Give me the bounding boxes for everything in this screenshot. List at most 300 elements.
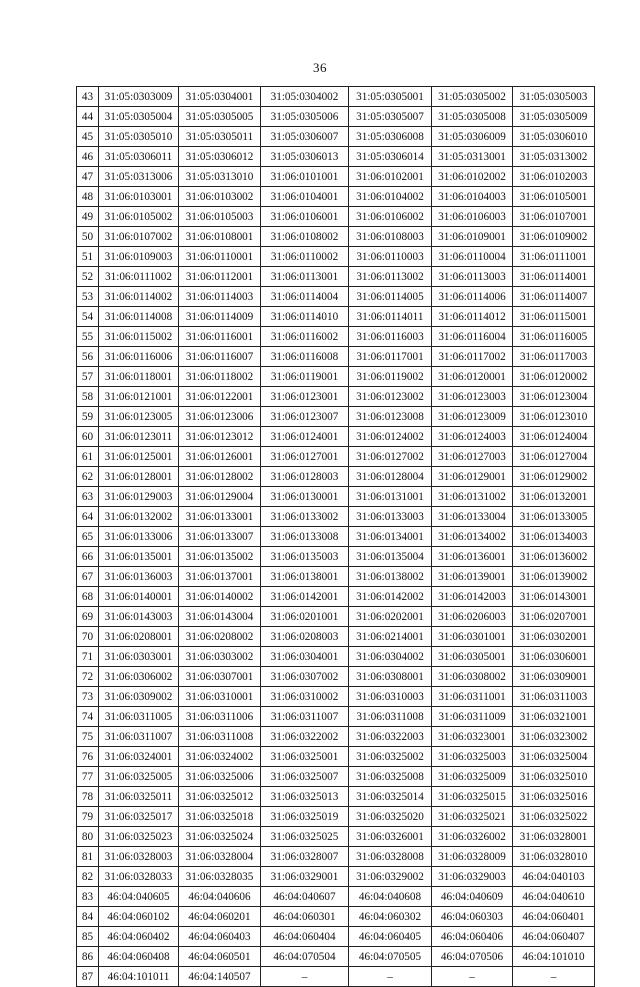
cadastral-number-cell: 31:06:0123007: [261, 407, 349, 427]
cadastral-number-cell: 31:06:0116001: [179, 327, 261, 347]
cadastral-number-cell: 31:05:0306009: [432, 127, 513, 147]
table-row: [77, 927, 595, 947]
cadastral-number-cell: 31:06:0128002: [179, 467, 261, 487]
cadastral-number-cell: 31:05:0305003: [513, 87, 595, 107]
table-row: [77, 807, 595, 827]
table-row: [77, 247, 595, 267]
cadastral-number-cell: 31:06:0324002: [179, 747, 261, 767]
cadastral-number-cell: 46:04:040609: [432, 887, 513, 907]
cadastral-number-cell: 31:06:0101001: [261, 167, 349, 187]
cadastral-number-cell: 31:06:0129001: [432, 467, 513, 487]
cadastral-number-cell: 31:06:0311005: [99, 707, 179, 727]
table-row: [77, 527, 595, 547]
cadastral-number-cell: 31:06:0123004: [513, 387, 595, 407]
row-number-cell: 49: [77, 207, 99, 227]
table-row: [77, 567, 595, 587]
table-row: [77, 727, 595, 747]
cadastral-number-cell: 31:06:0208001: [99, 627, 179, 647]
cadastral-number-cell: 46:04:040610: [513, 887, 595, 907]
row-number-cell: 65: [77, 527, 99, 547]
cadastral-number-cell: 31:06:0104003: [432, 187, 513, 207]
cadastral-number-cell: 31:06:0133004: [432, 507, 513, 527]
row-number-cell: 59: [77, 407, 99, 427]
cadastral-number-cell: 31:06:0130001: [261, 487, 349, 507]
cadastral-number-cell: 31:06:0121001: [99, 387, 179, 407]
cadastral-number-cell: 31:06:0303001: [99, 647, 179, 667]
cadastral-number-cell: 31:06:0116002: [261, 327, 349, 347]
cadastral-number-cell: 31:06:0128001: [99, 467, 179, 487]
cadastral-number-cell: 31:06:0114002: [99, 287, 179, 307]
row-number-cell: 47: [77, 167, 99, 187]
row-number-cell: 70: [77, 627, 99, 647]
table-row: [77, 207, 595, 227]
table-row: [77, 107, 595, 127]
cadastral-number-cell: 31:06:0325005: [99, 767, 179, 787]
cadastral-number-cell: 31:06:0304001: [261, 647, 349, 667]
cadastral-number-cell: 31:05:0313010: [179, 167, 261, 187]
row-number-cell: 64: [77, 507, 99, 527]
cadastral-number-cell: 31:06:0114007: [513, 287, 595, 307]
cadastral-number-cell: 31:06:0325014: [349, 787, 432, 807]
cadastral-number-cell: 31:06:0109002: [513, 227, 595, 247]
cadastral-number-cell: 31:06:0328033: [99, 867, 179, 887]
row-number-cell: 48: [77, 187, 99, 207]
table-row: [77, 367, 595, 387]
cadastral-number-cell: 31:06:0116006: [99, 347, 179, 367]
cadastral-number-cell: 31:06:0307001: [179, 667, 261, 687]
cadastral-number-cell: 31:06:0302001: [513, 627, 595, 647]
cadastral-number-cell: 31:06:0311008: [179, 727, 261, 747]
table-row: [77, 467, 595, 487]
table-row: [77, 347, 595, 367]
page-number: 36: [313, 60, 327, 75]
cadastral-number-cell: 31:06:0329003: [432, 867, 513, 887]
cadastral-number-cell: 31:06:0311007: [99, 727, 179, 747]
cadastral-number-cell: –: [513, 967, 595, 987]
cadastral-number-cell: 31:05:0305011: [179, 127, 261, 147]
cadastral-number-cell: 31:05:0305009: [513, 107, 595, 127]
cadastral-number-cell: 31:06:0140001: [99, 587, 179, 607]
cadastral-number-cell: 31:05:0306007: [261, 127, 349, 147]
cadastral-number-cell: 31:06:0133005: [513, 507, 595, 527]
cadastral-number-cell: 31:06:0208002: [179, 627, 261, 647]
cadastral-number-cell: 31:06:0325009: [432, 767, 513, 787]
row-number-cell: 81: [77, 847, 99, 867]
cadastral-number-cell: 31:06:0325010: [513, 767, 595, 787]
cadastral-number-cell: 31:06:0124002: [349, 427, 432, 447]
cadastral-number-cell: 31:06:0111001: [513, 247, 595, 267]
table-row: [77, 487, 595, 507]
cadastral-number-cell: 31:06:0131002: [432, 487, 513, 507]
cadastral-number-cell: 31:05:0313006: [99, 167, 179, 187]
row-number-cell: 77: [77, 767, 99, 787]
cadastral-number-cell: 31:05:0313001: [432, 147, 513, 167]
cadastral-number-cell: 46:04:060102: [99, 907, 179, 927]
table-row: [77, 227, 595, 247]
cadastral-number-cell: 31:06:0123001: [261, 387, 349, 407]
row-number-cell: 78: [77, 787, 99, 807]
table-row: [77, 867, 595, 887]
cadastral-number-cell: 31:06:0128003: [261, 467, 349, 487]
cadastral-number-cell: 31:06:0107002: [99, 227, 179, 247]
cadastral-number-cell: 46:04:140507: [179, 967, 261, 987]
cadastral-number-cell: 31:06:0325021: [432, 807, 513, 827]
cadastral-number-cell: 31:06:0328001: [513, 827, 595, 847]
cadastral-number-cell: 31:06:0325023: [99, 827, 179, 847]
row-number-cell: 73: [77, 687, 99, 707]
cadastral-number-cell: 31:06:0311009: [432, 707, 513, 727]
cadastral-number-cell: 31:06:0123006: [179, 407, 261, 427]
cadastral-number-cell: 31:05:0305010: [99, 127, 179, 147]
cadastral-number-cell: 31:06:0328007: [261, 847, 349, 867]
cadastral-number-cell: 46:04:040103: [513, 867, 595, 887]
cadastral-number-cell: 31:05:0305001: [349, 87, 432, 107]
cadastral-number-cell: 31:06:0310003: [349, 687, 432, 707]
cadastral-number-cell: 31:06:0106002: [349, 207, 432, 227]
table-row: [77, 967, 595, 987]
cadastral-number-cell: 31:05:0313002: [513, 147, 595, 167]
cadastral-number-cell: 46:04:060501: [179, 947, 261, 967]
cadastral-number-cell: 31:06:0323001: [432, 727, 513, 747]
cadastral-number-cell: 31:06:0124003: [432, 427, 513, 447]
cadastral-number-cell: 31:05:0305004: [99, 107, 179, 127]
cadastral-number-cell: 31:06:0307002: [261, 667, 349, 687]
cadastral-number-cell: 31:06:0136002: [513, 547, 595, 567]
table-row: [77, 827, 595, 847]
cadastral-number-cell: 31:06:0214001: [349, 627, 432, 647]
cadastral-number-cell: 31:06:0325016: [513, 787, 595, 807]
cadastral-number-cell: 31:06:0125001: [99, 447, 179, 467]
cadastral-number-cell: 46:04:060405: [349, 927, 432, 947]
row-number-cell: 66: [77, 547, 99, 567]
row-number-cell: 85: [77, 927, 99, 947]
cadastral-number-cell: 31:06:0202001: [349, 607, 432, 627]
cadastral-number-cell: 31:05:0306013: [261, 147, 349, 167]
cadastral-number-cell: 31:06:0303002: [179, 647, 261, 667]
cadastral-number-cell: 31:06:0328009: [432, 847, 513, 867]
cadastral-number-cell: 46:04:070506: [432, 947, 513, 967]
cadastral-number-cell: 31:06:0137001: [179, 567, 261, 587]
cadastral-number-cell: 31:06:0142003: [432, 587, 513, 607]
row-number-cell: 53: [77, 287, 99, 307]
cadastral-number-cell: 46:04:040605: [99, 887, 179, 907]
cadastral-number-cell: 46:04:060403: [179, 927, 261, 947]
cadastral-number-cell: 31:06:0135002: [179, 547, 261, 567]
cadastral-number-cell: 31:06:0325024: [179, 827, 261, 847]
cadastral-number-cell: 31:06:0136001: [432, 547, 513, 567]
cadastral-number-cell: 31:05:0305002: [432, 87, 513, 107]
cadastral-number-cell: 31:06:0119002: [349, 367, 432, 387]
cadastral-number-cell: 31:05:0306011: [99, 147, 179, 167]
table-row: [77, 767, 595, 787]
table-row: [77, 267, 595, 287]
cadastral-number-cell: 31:06:0127001: [261, 447, 349, 467]
cadastral-number-cell: 31:06:0311003: [513, 687, 595, 707]
cadastral-number-cell: 31:06:0326002: [432, 827, 513, 847]
table-row: [77, 847, 595, 867]
cadastral-number-cell: 31:06:0325007: [261, 767, 349, 787]
cadastral-number-cell: 31:06:0123008: [349, 407, 432, 427]
table-row: [77, 127, 595, 147]
cadastral-number-cell: 31:06:0138001: [261, 567, 349, 587]
table-row: [77, 447, 595, 467]
cadastral-number-cell: 31:06:0143004: [179, 607, 261, 627]
cadastral-number-cell: 46:04:060303: [432, 907, 513, 927]
cadastral-number-cell: 31:06:0110003: [349, 247, 432, 267]
cadastral-number-cell: –: [261, 967, 349, 987]
cadastral-number-cell: 31:06:0304002: [349, 647, 432, 667]
cadastral-number-cell: –: [432, 967, 513, 987]
row-number-cell: 55: [77, 327, 99, 347]
table-row: [77, 87, 595, 107]
cadastral-number-cell: 31:06:0321001: [513, 707, 595, 727]
cadastral-number-cell: 31:06:0116003: [349, 327, 432, 347]
cadastral-number-cell: 31:06:0114010: [261, 307, 349, 327]
table-row: [77, 667, 595, 687]
row-number-cell: 63: [77, 487, 99, 507]
table-row: [77, 327, 595, 347]
cadastral-number-cell: 31:06:0105001: [513, 187, 595, 207]
table-body: [77, 87, 595, 987]
cadastral-number-cell: 31:06:0122001: [179, 387, 261, 407]
row-number-cell: 67: [77, 567, 99, 587]
cadastral-number-cell: 31:06:0120002: [513, 367, 595, 387]
cadastral-number-cell: 31:05:0304001: [179, 87, 261, 107]
cadastral-number-cell: 31:06:0123002: [349, 387, 432, 407]
cadastral-number-cell: 31:06:0134002: [432, 527, 513, 547]
cadastral-number-cell: 46:04:070504: [261, 947, 349, 967]
cadastral-number-cell: 31:06:0133003: [349, 507, 432, 527]
cadastral-number-cell: 31:06:0135004: [349, 547, 432, 567]
table-row: [77, 187, 595, 207]
cadastral-number-cell: 31:06:0143003: [99, 607, 179, 627]
cadastral-number-cell: 31:05:0305005: [179, 107, 261, 127]
cadastral-number-cell: 31:06:0114009: [179, 307, 261, 327]
cadastral-number-cell: 31:06:0102003: [513, 167, 595, 187]
cadastral-number-cell: 46:04:040608: [349, 887, 432, 907]
cadastral-number-cell: 31:06:0120001: [432, 367, 513, 387]
cadastral-number-cell: 31:06:0139001: [432, 567, 513, 587]
cadastral-number-cell: 31:06:0328008: [349, 847, 432, 867]
cadastral-number-cell: 31:06:0113002: [349, 267, 432, 287]
cadastral-number-cell: 31:06:0118001: [99, 367, 179, 387]
cadastral-number-cell: 31:06:0208003: [261, 627, 349, 647]
cadastral-number-cell: 31:06:0114012: [432, 307, 513, 327]
cadastral-number-cell: 31:05:0305007: [349, 107, 432, 127]
table-row: [77, 507, 595, 527]
cadastral-number-cell: 46:04:060406: [432, 927, 513, 947]
cadastral-number-cell: 31:06:0308001: [349, 667, 432, 687]
cadastral-number-cell: 31:06:0104001: [261, 187, 349, 207]
cadastral-number-cell: 31:06:0325004: [513, 747, 595, 767]
cadastral-number-cell: 31:06:0325017: [99, 807, 179, 827]
cadastral-number-cell: 31:06:0129003: [99, 487, 179, 507]
cadastral-number-cell: 31:06:0103001: [99, 187, 179, 207]
cadastral-number-cell: 31:06:0114011: [349, 307, 432, 327]
cadastral-number-cell: 31:06:0135003: [261, 547, 349, 567]
table-row: [77, 287, 595, 307]
cadastral-number-cell: 46:04:101011: [99, 967, 179, 987]
row-number-cell: 74: [77, 707, 99, 727]
cadastral-number-cell: 31:06:0110004: [432, 247, 513, 267]
cadastral-number-cell: 31:06:0311006: [179, 707, 261, 727]
cadastral-number-cell: 31:06:0103002: [179, 187, 261, 207]
cadastral-number-cell: 31:06:0109003: [99, 247, 179, 267]
cadastral-number-cell: 31:06:0325006: [179, 767, 261, 787]
table-row: [77, 627, 595, 647]
cadastral-number-cell: 31:06:0114003: [179, 287, 261, 307]
table-row: [77, 307, 595, 327]
cadastral-number-cell: 31:06:0135001: [99, 547, 179, 567]
row-number-cell: 83: [77, 887, 99, 907]
row-number-cell: 86: [77, 947, 99, 967]
cadastral-number-cell: 31:06:0127003: [432, 447, 513, 467]
row-number-cell: 43: [77, 87, 99, 107]
cadastral-number-cell: 31:06:0311008: [349, 707, 432, 727]
cadastral-number-cell: 31:06:0126001: [179, 447, 261, 467]
table-row: [77, 787, 595, 807]
table-row: [77, 407, 595, 427]
cadastral-number-cell: 46:04:060408: [99, 947, 179, 967]
cadastral-number-cell: 31:05:0304002: [261, 87, 349, 107]
cadastral-number-cell: 31:06:0123012: [179, 427, 261, 447]
row-number-cell: 61: [77, 447, 99, 467]
cadastral-number-cell: 31:06:0309001: [513, 667, 595, 687]
cadastral-number-cell: 31:06:0108002: [261, 227, 349, 247]
cadastral-number-cell: 31:06:0132002: [99, 507, 179, 527]
table-row: [77, 707, 595, 727]
cadastral-number-cell: 31:06:0306002: [99, 667, 179, 687]
cadastral-number-cell: 31:06:0117001: [349, 347, 432, 367]
row-number-cell: 58: [77, 387, 99, 407]
table-row: [77, 607, 595, 627]
cadastral-number-cell: 31:06:0116008: [261, 347, 349, 367]
cadastral-number-cell: 46:04:060401: [513, 907, 595, 927]
table-row: [77, 587, 595, 607]
cadastral-number-cell: 31:05:0306010: [513, 127, 595, 147]
table-row: [77, 647, 595, 667]
row-number-cell: 68: [77, 587, 99, 607]
cadastral-number-cell: 31:06:0115001: [513, 307, 595, 327]
row-number-cell: 50: [77, 227, 99, 247]
cadastral-number-cell: 31:06:0140002: [179, 587, 261, 607]
cadastral-number-cell: 31:05:0306008: [349, 127, 432, 147]
cadastral-number-cell: 46:04:060404: [261, 927, 349, 947]
cadastral-number-cell: 31:06:0113001: [261, 267, 349, 287]
cadastral-number-cell: 31:06:0325008: [349, 767, 432, 787]
cadastral-number-cell: 31:05:0303009: [99, 87, 179, 107]
cadastral-number-cell: 31:06:0325022: [513, 807, 595, 827]
cadastral-number-cell: 31:06:0116005: [513, 327, 595, 347]
cadastral-number-cell: 31:06:0127004: [513, 447, 595, 467]
cadastral-number-cell: –: [349, 967, 432, 987]
cadastral-number-cell: 31:06:0123003: [432, 387, 513, 407]
cadastral-number-cell: 31:06:0119001: [261, 367, 349, 387]
cadastral-number-cell: 31:06:0324001: [99, 747, 179, 767]
cadastral-number-cell: 31:06:0311007: [261, 707, 349, 727]
cadastral-number-cell: 31:06:0115002: [99, 327, 179, 347]
cadastral-number-cell: 31:06:0133008: [261, 527, 349, 547]
cadastral-number-cell: 46:04:060301: [261, 907, 349, 927]
row-number-cell: 71: [77, 647, 99, 667]
cadastral-number-cell: 31:06:0129002: [513, 467, 595, 487]
cadastral-number-cell: 31:06:0113003: [432, 267, 513, 287]
cadastral-number-cell: 31:06:0325002: [349, 747, 432, 767]
row-number-cell: 46: [77, 147, 99, 167]
table-row: [77, 947, 595, 967]
cadastral-number-cell: 31:06:0206003: [432, 607, 513, 627]
cadastral-number-cell: 31:06:0136003: [99, 567, 179, 587]
cadastral-number-cell: 31:06:0142002: [349, 587, 432, 607]
cadastral-number-cell: 46:04:101010: [513, 947, 595, 967]
cadastral-number-cell: 31:06:0133006: [99, 527, 179, 547]
cadastral-number-cell: 31:06:0123009: [432, 407, 513, 427]
cadastral-number-cell: 31:06:0105003: [179, 207, 261, 227]
cadastral-number-cell: 31:06:0325003: [432, 747, 513, 767]
cadastral-number-cell: 31:06:0325012: [179, 787, 261, 807]
table-row: [77, 687, 595, 707]
cadastral-number-cell: 31:06:0309002: [99, 687, 179, 707]
cadastral-number-cell: 31:06:0107001: [513, 207, 595, 227]
row-number-cell: 82: [77, 867, 99, 887]
cadastral-number-cell: 31:06:0114005: [349, 287, 432, 307]
cadastral-number-cell: 31:06:0117002: [432, 347, 513, 367]
cadastral-number-cell: 31:06:0328004: [179, 847, 261, 867]
cadastral-number-cell: 31:06:0311001: [432, 687, 513, 707]
cadastral-number-cell: 31:05:0305008: [432, 107, 513, 127]
table-row: [77, 147, 595, 167]
cadastral-number-cell: 31:06:0110002: [261, 247, 349, 267]
cadastral-number-cell: 31:06:0325019: [261, 807, 349, 827]
cadastral-number-cell: 31:06:0129004: [179, 487, 261, 507]
cadastral-number-cell: 46:04:060201: [179, 907, 261, 927]
cadastral-number-cell: 31:06:0111002: [99, 267, 179, 287]
cadastral-number-cell: 31:06:0310002: [261, 687, 349, 707]
cadastral-number-cell: 46:04:060302: [349, 907, 432, 927]
cadastral-number-cell: 31:06:0128004: [349, 467, 432, 487]
cadastral-number-cell: 31:06:0323002: [513, 727, 595, 747]
cadastral-number-cell: 31:06:0326001: [349, 827, 432, 847]
cadastral-number-cell: 31:06:0201001: [261, 607, 349, 627]
cadastral-number-cell: 31:06:0106001: [261, 207, 349, 227]
cadastral-number-cell: 31:06:0329002: [349, 867, 432, 887]
table-row: [77, 167, 595, 187]
cadastral-number-cell: 31:06:0127002: [349, 447, 432, 467]
cadastral-number-cell: 31:06:0114008: [99, 307, 179, 327]
row-number-cell: 76: [77, 747, 99, 767]
row-number-cell: 75: [77, 727, 99, 747]
cadastral-number-cell: 31:06:0328003: [99, 847, 179, 867]
cadastral-number-cell: 31:06:0138002: [349, 567, 432, 587]
cadastral-number-cell: 31:06:0108003: [349, 227, 432, 247]
cadastral-number-cell: 31:06:0328010: [513, 847, 595, 867]
cadastral-number-cell: 31:06:0118002: [179, 367, 261, 387]
cadastral-number-cell: 31:06:0322002: [261, 727, 349, 747]
row-number-cell: 62: [77, 467, 99, 487]
cadastral-number-cell: 31:06:0102001: [349, 167, 432, 187]
cadastral-number-cell: 31:06:0207001: [513, 607, 595, 627]
row-number-cell: 79: [77, 807, 99, 827]
cadastral-number-cell: 31:06:0325015: [432, 787, 513, 807]
cadastral-number-cell: 31:06:0114004: [261, 287, 349, 307]
cadastral-number-cell: 31:06:0132001: [513, 487, 595, 507]
cadastral-number-cell: 31:06:0134003: [513, 527, 595, 547]
cadastral-number-cell: 31:05:0306014: [349, 147, 432, 167]
cadastral-number-cell: 31:06:0310001: [179, 687, 261, 707]
cadastral-number-cell: 31:06:0329001: [261, 867, 349, 887]
cadastral-number-cell: 46:04:070505: [349, 947, 432, 967]
cadastral-number-cell: 31:06:0106003: [432, 207, 513, 227]
